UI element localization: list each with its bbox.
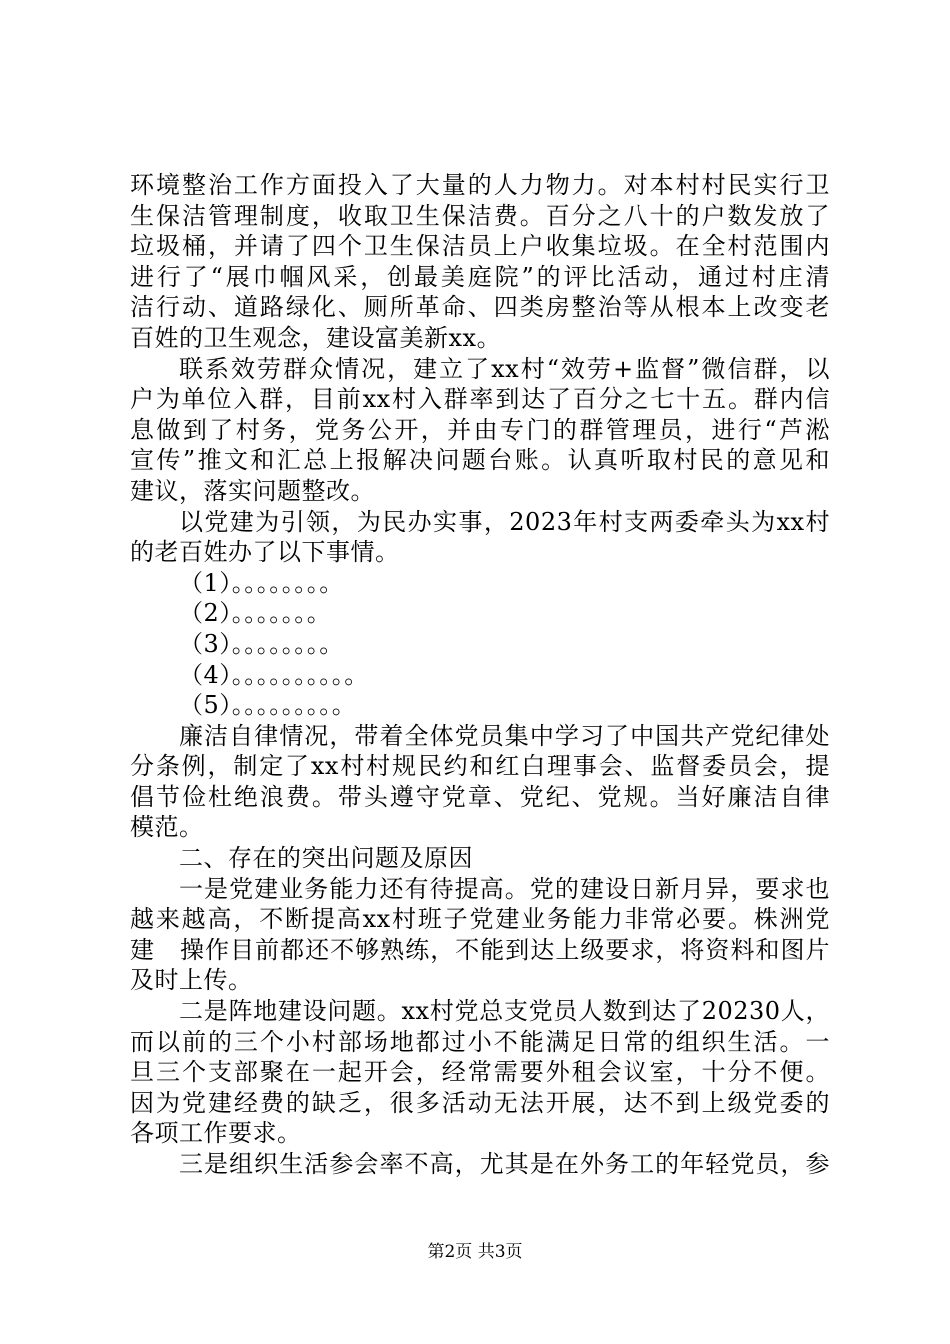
document-body (130, 170, 830, 1180)
text-line: 建 操作目前都还不够熟练，不能到达上级要求，将资料和图片 (130, 935, 830, 964)
text-line: 的老百姓办了以下事情。 (130, 538, 400, 567)
text-line: 息做到了村务，党务公开，并由专门的群管理员，进行“芦淞 (130, 415, 830, 444)
text-line: 及时上传。 (130, 966, 253, 995)
text-line: 二是阵地建设问题。xx村党总支党员人数到达了20230人， (179, 997, 830, 1026)
text-line: 廉洁自律情况，带着全体党员集中学习了中国共产党纪律处 (179, 721, 830, 750)
text-line: 建议，落实问题整改。 (130, 476, 375, 505)
text-line: （1）。。。。。。。。 (179, 568, 344, 597)
text-line: 因为党建经费的缺乏，很多活动无法开展，达不到上级党委的 (130, 1088, 830, 1117)
text-line: 洁行动、道路绿化、厕所革命、四类房整治等从根本上改变老 (130, 293, 830, 322)
text-line: 二、存在的突出问题及原因 (179, 844, 473, 873)
text-line: 一是党建业务能力还有待提高。党的建设日新月异，要求也 (179, 874, 830, 903)
text-line: 三是组织生活参会率不高，尤其是在外务工的年轻党员，参 (179, 1150, 830, 1178)
text-line: 进行了“展巾帼风采，创最美庭院”的评比活动，通过村庄清 (130, 262, 830, 291)
page-footer: 第2页 共3页 (427, 1242, 523, 1262)
text-line: 而以前的三个小村部场地都过小不能满足日常的组织生活。一 (130, 1027, 830, 1056)
text-line: 户为单位入群，目前xx村入群率到达了百分之七十五。群内信 (130, 385, 830, 414)
text-line: 以党建为引领，为民办实事，2023年村支两委牵头为xx村 (179, 507, 830, 536)
text-line: 联系效劳群众情况，建立了xx村“效劳+监督”微信群，以 (179, 354, 830, 383)
text-line: 各项工作要求。 (130, 1119, 302, 1148)
text-line: 生保洁管理制度，收取卫生保洁费。百分之八十的户数发放了 (130, 201, 830, 230)
text-line: 旦三个支部聚在一起开会，经常需要外租会议室，十分不便。 (130, 1058, 830, 1087)
text-line: 百姓的卫生观念，建设富美新xx。 (130, 323, 502, 352)
text-line: 模范。 (130, 813, 204, 842)
text-line: （3）。。。。。。。。 (179, 629, 344, 658)
text-line: （5）。。。。。。。。。 (179, 691, 357, 720)
text-line: 宣传”推文和汇总上报解决问题台账。认真听取村民的意见和 (130, 446, 830, 475)
text-line: （4）。。。。。。。。。。 (179, 660, 369, 689)
text-line: （2）。。。。。。。 (179, 599, 332, 628)
text-line: 越来越高，不断提高xx村班子党建业务能力非常必要。株洲党 (130, 905, 830, 934)
text-line: 倡节俭杜绝浪费。带头遵守党章、党纪、党规。当好廉洁自律 (130, 782, 830, 811)
text-line: 垃圾桶，并请了四个卫生保洁员上户收集垃圾。在全村范围内 (130, 232, 830, 261)
text-line: 环境整治工作方面投入了大量的人力物力。对本村村民实行卫 (130, 171, 830, 199)
text-line: 分条例，制定了xx村村规民约和红白理事会、监督委员会，提 (130, 752, 830, 781)
